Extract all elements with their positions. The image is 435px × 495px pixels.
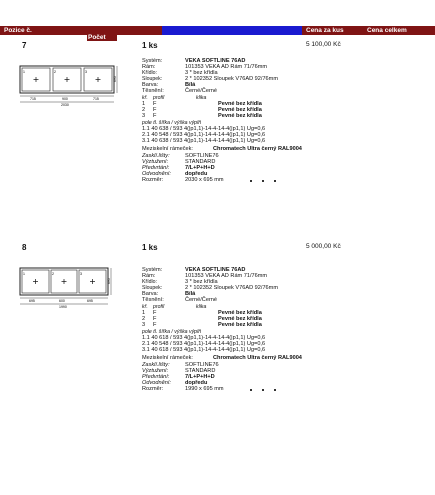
extra-value: 1990 x 695 mm	[185, 386, 224, 392]
window-drawing	[19, 267, 124, 312]
prop-label: Křídlo:	[142, 279, 157, 285]
extra-value: SOFTLINE76	[185, 153, 219, 159]
kridlo-num: 3	[142, 322, 146, 328]
glass-head: pole tl. šířka / výška výplň	[142, 120, 202, 126]
prop-value: Černé/Černé	[185, 88, 218, 94]
extra-label: Zasklí.lišty:	[142, 362, 170, 368]
header-cena-celkem: Cena celkem	[367, 27, 407, 34]
prop-value: VEKA SOFTLINE 76AD	[185, 58, 246, 64]
kridla-head: profil	[153, 304, 165, 310]
kridla-head: klika	[196, 95, 207, 101]
prop-label: Barva:	[142, 82, 159, 88]
table-header	[0, 26, 435, 35]
kridlo-desc: Pevné bez křídla	[218, 113, 262, 119]
kridlo-desc: Pevné bez křídla	[218, 310, 262, 316]
extra-label: Výztužení:	[142, 368, 169, 374]
pane-label: 2	[52, 272, 54, 276]
prop-value: VEKA SOFTLINE 76AD	[185, 267, 246, 273]
dot	[262, 389, 264, 391]
prop-value: 3 * bez křídla	[185, 279, 218, 285]
extra-label: Zasklí.lišty:	[142, 153, 170, 159]
kridlo-num: 3	[142, 113, 146, 119]
glass-head: pole tl. šířka / výška výplň	[142, 329, 202, 335]
dot	[274, 180, 276, 182]
position-quantity: 1 ks	[142, 41, 158, 50]
prop-value: Bílá	[185, 82, 196, 88]
extra-value: STANDARD	[185, 159, 216, 165]
kridlo-desc: Pevné bez křídla	[218, 322, 262, 328]
kridlo-profile: F	[153, 310, 157, 316]
glass-row: 2.1 40 548 / 593 4(|p1,1)-14-4-14-4(|p1,1) Ug=0,6	[142, 132, 266, 138]
kridlo-profile: F	[153, 316, 157, 322]
position-quantity: 1 ks	[142, 243, 158, 252]
pane-label: 2	[54, 70, 56, 74]
extra-label: Výztužení:	[142, 159, 169, 165]
width-dim: 600	[59, 299, 65, 303]
kridlo-profile: F	[153, 101, 157, 107]
pane-label: 3	[85, 70, 87, 74]
kridlo-desc: Pevné bez křídla	[218, 101, 262, 107]
pane-label: 1	[23, 272, 25, 276]
pane-label: 3	[80, 272, 82, 276]
kridla-head: kř.	[142, 95, 148, 101]
glass-row: 1.1 40 638 / 593 4(|p1,1)-14-4-14-4(|p1,1) Ug=0,6	[142, 126, 266, 132]
mezisklo-label: Meziskelní rámeček:	[142, 355, 193, 361]
prop-value: 2 * 102352 Sloupek V76AD 92/76mm	[185, 285, 278, 291]
prop-value: Černé/Černé	[185, 297, 218, 303]
position-item	[0, 41, 435, 241]
extra-value: 7/L+P+H+D	[185, 165, 215, 171]
glass-row: 3.1 40 638 / 593 4(|p1,1)-14-4-14-4(|p1,1) Ug=0,6	[142, 138, 266, 144]
kridlo-profile: F	[153, 322, 157, 328]
position-item	[0, 243, 435, 443]
mezisklo-value: Chromatech Ultra černý RAL9004	[213, 146, 302, 152]
position-price: 5 100,00 Kč	[306, 41, 341, 48]
total-width-dim: 2030	[61, 103, 69, 107]
mezisklo-label: Meziskelní rámeček:	[142, 146, 193, 152]
prop-label: Rám:	[142, 64, 156, 70]
window-drawing	[19, 65, 124, 110]
position-price: 5 000,00 Kč	[306, 243, 341, 250]
width-dim: 695	[29, 299, 35, 303]
prop-label: Těsnění:	[142, 88, 164, 94]
header-pocet: Počet	[88, 34, 106, 41]
extra-value: dopředu	[185, 380, 208, 386]
kridlo-profile: F	[153, 113, 157, 119]
total-width-dim: 1990	[59, 305, 67, 309]
header-pozice: Pozice č.	[4, 27, 32, 34]
prop-value: Bílá	[185, 291, 196, 297]
position-number: 7	[22, 41, 27, 50]
extra-label: Předvrtání:	[142, 374, 170, 380]
header-cena-kus: Cena za kus	[306, 27, 344, 34]
dot	[250, 389, 252, 391]
extra-value: 2030 x 695 mm	[185, 177, 224, 183]
extra-value: 7/L+P+H+D	[185, 374, 215, 380]
glass-row: 3.1 40 618 / 593 4(|p1,1)-14-4-14-4(|p1,1) Ug=0,6	[142, 347, 266, 353]
kridlo-num: 2	[142, 316, 146, 322]
kridlo-desc: Pevné bez křídla	[218, 316, 262, 322]
extra-value: STANDARD	[185, 368, 216, 374]
extra-value: dopředu	[185, 171, 208, 177]
extra-label: Rozměr:	[142, 177, 164, 183]
position-number: 8	[22, 243, 27, 252]
prop-label: Těsnění:	[142, 297, 164, 303]
prop-value: 2 * 102352 Sloupek V76AD 92/76mm	[185, 76, 278, 82]
kridlo-num: 2	[142, 107, 146, 113]
prop-label: Barva:	[142, 291, 159, 297]
prop-label: Systém:	[142, 58, 163, 64]
kridlo-num: 1	[142, 310, 146, 316]
dot	[274, 389, 276, 391]
glass-row: 1.1 40 618 / 593 4(|p1,1)-14-4-14-4(|p1,1) Ug=0,6	[142, 335, 266, 341]
width-dim: 695	[87, 299, 93, 303]
width-dim: 715	[30, 97, 36, 101]
glass-row: 2.1 40 548 / 593 4(|p1,1)-14-4-14-4(|p1,1) Ug=0,6	[142, 341, 266, 347]
width-dim: 900	[62, 97, 68, 101]
kridlo-num: 1	[142, 101, 146, 107]
prop-value: 3 * bez křídla	[185, 70, 218, 76]
extra-label: Odvodnění:	[142, 171, 171, 177]
kridlo-profile: F	[153, 107, 157, 113]
pane-label: 1	[23, 70, 25, 74]
width-dim: 715	[93, 97, 99, 101]
extra-label: Rozměr:	[142, 386, 164, 392]
dot	[262, 180, 264, 182]
prop-label: Sloupek:	[142, 76, 163, 82]
extra-label: Předvrtání:	[142, 165, 170, 171]
height-dim: 695	[113, 76, 117, 82]
prop-label: Systém:	[142, 267, 163, 273]
prop-value: 101353 VEKA AD Rám 71/76mm	[185, 273, 268, 279]
extra-value: SOFTLINE76	[185, 362, 219, 368]
dot	[250, 180, 252, 182]
prop-label: Sloupek:	[142, 285, 163, 291]
mezisklo-value: Chromatech Ultra černý RAL9004	[213, 355, 302, 361]
height-dim: 695	[107, 278, 111, 284]
kridla-head: kř.	[142, 304, 148, 310]
prop-label: Rám:	[142, 273, 156, 279]
prop-label: Křídlo:	[142, 70, 157, 76]
extra-label: Odvodnění:	[142, 380, 171, 386]
kridlo-desc: Pevné bez křídla	[218, 107, 262, 113]
prop-value: 101353 VEKA AD Rám 71/76mm	[185, 64, 268, 70]
kridla-head: klika	[196, 304, 207, 310]
kridla-head: profil	[153, 95, 165, 101]
